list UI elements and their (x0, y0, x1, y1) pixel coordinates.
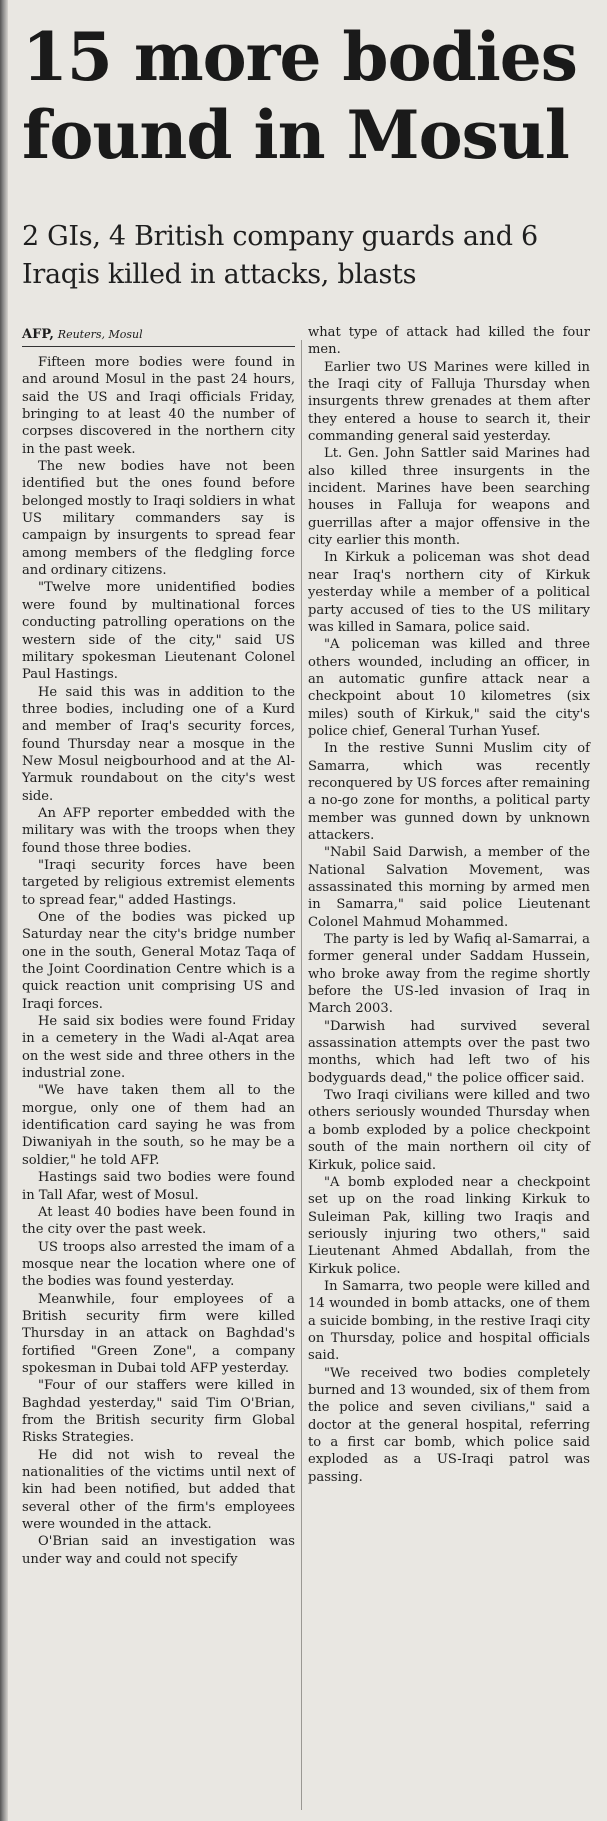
column-divider (301, 340, 302, 1810)
article-column-right (308, 324, 590, 1486)
paragraph: "A policeman was killed and three others wounded, including an officer, in an automatic gunfire attack near a checkpoint about 10 kilometres (six miles) south of Kirkuk," said the city's police chief, General Turhan Yusef. (308, 637, 590, 739)
paragraph: "A bomb exploded near a checkpoint set up on the road linking Kirkuk to Suleiman Pak, killing two Iraqis and seriously injuring two others," said Lieutenant Ahmed Abdallah, from the Kirkuk police. (308, 1174, 590, 1277)
paragraph: In Samarra, two people were killed and 14 wounded in bomb attacks, one of them a suicide bombing, in the restive Iraqi city on Thursday, police and hospital officials said. (308, 1278, 590, 1364)
article-column-left (22, 354, 295, 1568)
byline-agency: AFP, (22, 327, 54, 342)
paragraph: He did not wish to reveal the nationalities of the victims until next of kin had been notified, but added that several other of the firm's employees were wounded in the attack. (22, 1447, 295, 1533)
subheadline: 2 GIs, 4 British company guards and 6 Iraqis killed in attacks, blasts (22, 221, 538, 290)
paragraph: "We received two bodies completely burned and 13 wounded, six of them from the police and seven civilians," said a doctor at the general hospital, referring to a first car bomb, which police said exploded as a US-Iraqi patrol was passing. (308, 1365, 590, 1485)
paragraph: Meanwhile, four employees of a British security firm were killed Thursday in an attack on Baghdad's fortified "Green Zone", a company spokesman in Dubai told AFP yesterday. (22, 1291, 295, 1376)
paragraph: An AFP reporter embedded with the military was with the troops when they found those three bodies. (22, 805, 295, 856)
paragraph: Two Iraqi civilians were killed and two others seriously wounded Thursday when a bomb exploded by a police checkpoint south of the main northern oil city of Kirkuk, police said. (308, 1088, 590, 1173)
byline-source: Reuters, Mosul (57, 328, 143, 341)
paragraph: Earlier two US Marines were killed in the Iraqi city of Falluja Thursday when insurgents threw grenades at them after they entered a house to search it, their commanding general said yesterday. (308, 359, 590, 445)
paragraph: Hastings said two bodies were found in Tall Afar, west of Mosul. (22, 1170, 295, 1203)
paragraph: He said this was in addition to the three bodies, including one of a Kurd and member of Iraq's security forces, found Thursday near a mosque in the New Mosul neigbourhood and at the Al-Yarmuk roundabout on the city's west side. (22, 684, 295, 804)
paragraph: At least 40 bodies have been found in the city over the past week. (22, 1204, 295, 1238)
paragraph: "Darwish had survived several assassination attempts over the past two months, which had left two of his bodyguards dead," the police officer said. (308, 1018, 590, 1086)
paragraph: "Four of our staffers were killed in Baghdad yesterday," said Tim O'Brian, from the British security firm Global Risks Strategies. (22, 1378, 295, 1446)
paragraph: Fifteen more bodies were found in and around Mosul in the past 24 hours, said the US and Iraqi officials Friday, bringing to at least 40 the number of corpses discovered in the northern city in the past week. (22, 355, 295, 457)
paragraph: The new bodies have not been identified but the ones found before belonged mostly to Iraqi soldiers in what US military commanders say is campaign by insurgents to spread fear among members of the fledgling force and ordinary citizens. (22, 459, 295, 579)
byline (22, 326, 295, 347)
paragraph-continuation: what type of attack had killed the four men. (308, 325, 590, 358)
paragraph: "Twelve more unidentified bodies were found by multinational forces conducting patrolling operations on the western side of the city," said US military spokesman Lieutenant Colonel Paul Hastings. (22, 580, 295, 683)
paragraph: US troops also arrested the imam of a mosque near the location where one of the bodies was found yesterday. (22, 1239, 295, 1290)
paragraph: He said six bodies were found Friday in a cemetery in the Wadi al-Aqat area on the west side and three others in the industrial zone. (22, 1014, 295, 1082)
paragraph: One of the bodies was picked up Saturday near the city's bridge number one in the south, General Motaz Taqa of the Joint Coordination Centre which is a quick reaction unit comprising US and Iraqi forces. (22, 910, 295, 1012)
paragraph: "We have taken them all to the morgue, only one of them had an identification card saying he was from Diwaniyah in the south, so he may be a soldier," he told AFP. (22, 1083, 295, 1168)
paragraph: Lt. Gen. John Sattler said Marines had also killed three insurgents in the incident. Marines have been searching houses in Falluja for weapons and guerrillas after a major offensive in the city earlier this month. (308, 446, 590, 549)
page-binding-edge (0, 0, 8, 1821)
paragraph: In Kirkuk a policeman was shot dead near Iraq's northern city of Kirkuk yesterday while a member of a political party accused of ties to the US military was killed in Samara, police said. (308, 550, 590, 635)
headline: 15 more bodies found in Mosul (22, 18, 577, 174)
paragraph: The party is led by Wafiq al-Samarrai, a former general under Saddam Hussein, who broke away from the regime shortly before the US-led invasion of Iraq in March 2003. (308, 932, 590, 1017)
paragraph: In the restive Sunni Muslim city of Samarra, which was recently reconquered by US forces after remaining a no-go zone for months, a political party member was gunned down by unknown attackers. (308, 741, 590, 843)
paragraph: "Iraqi security forces have been targeted by religious extremist elements to spread fear," added Hastings. (22, 857, 295, 908)
paragraph: O'Brian said an investigation was under way and could not specify (22, 1534, 295, 1567)
paragraph: "Nabil Said Darwish, a member of the National Salvation Movement, was assassinated this morning by armed men in Samarra," said police Lieutenant Colonel Mahmud Mohammed. (308, 845, 590, 930)
